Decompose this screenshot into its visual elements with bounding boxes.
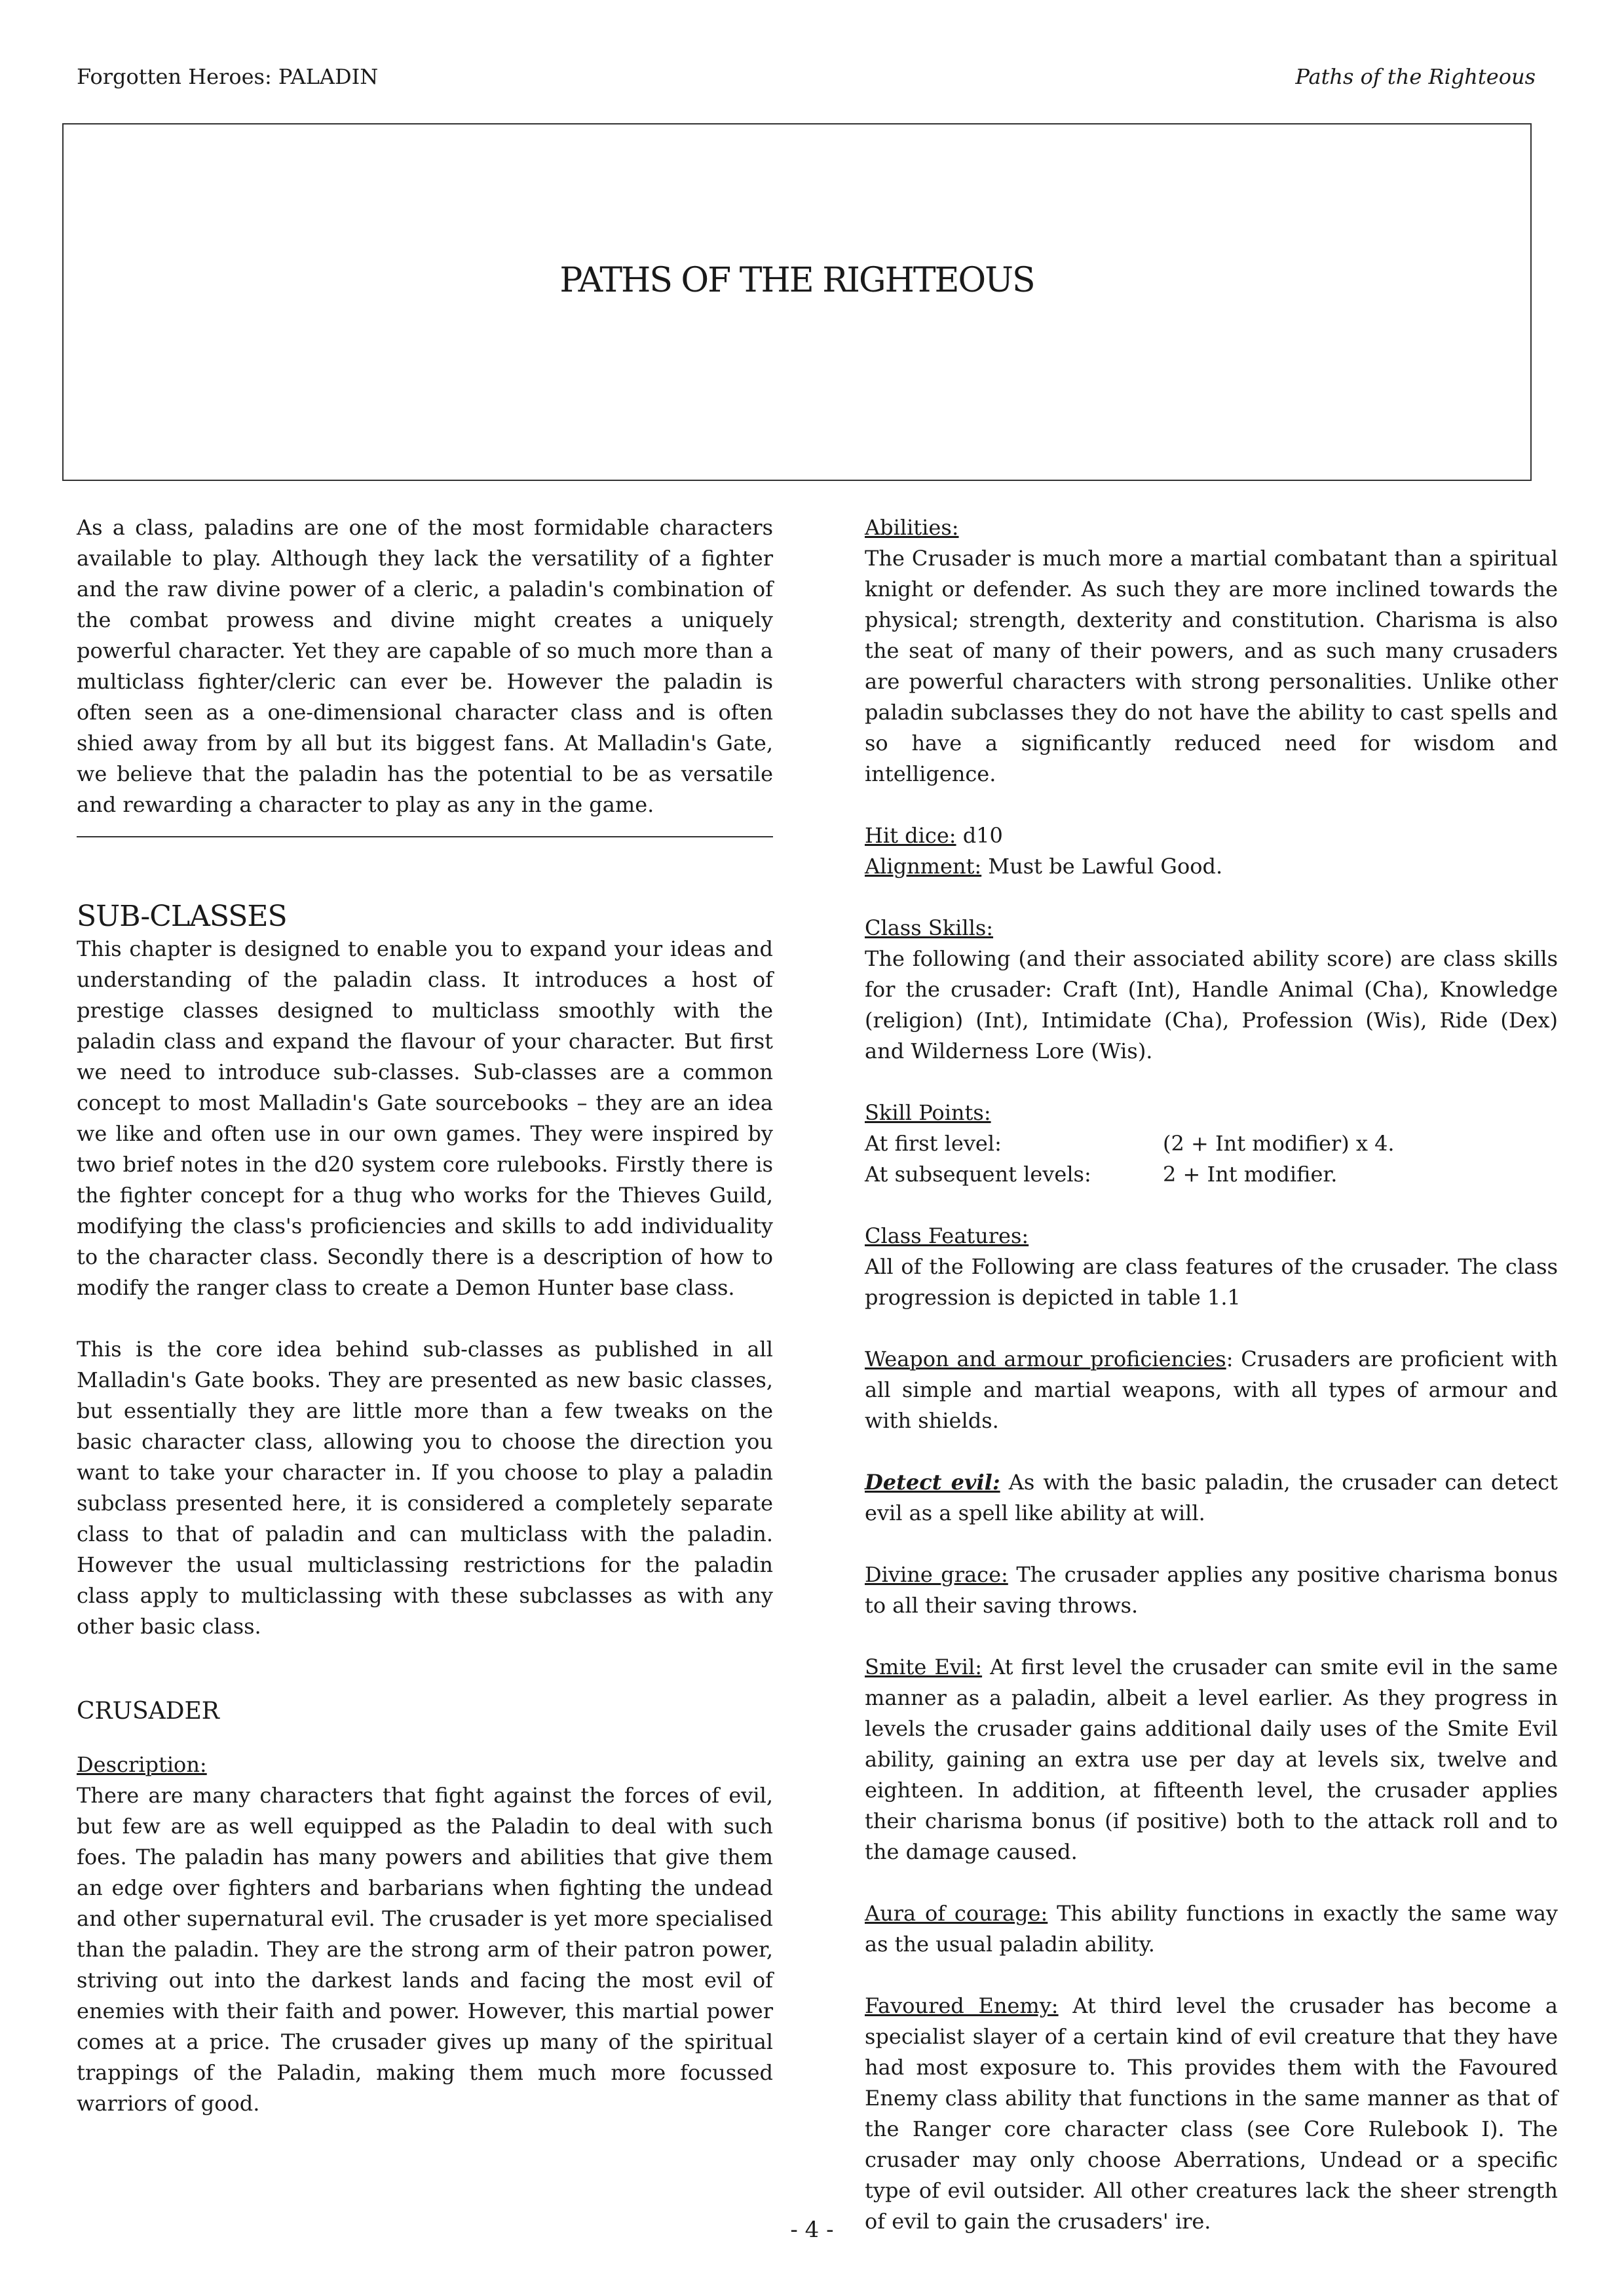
- alignment-value: Must be Lawful Good.: [988, 854, 1223, 879]
- detect-evil-label: Detect evil:: [865, 1470, 1000, 1495]
- skill-points-label: Skill Points:: [865, 1100, 991, 1125]
- crusader-heading: CRUSADER: [77, 1698, 219, 1725]
- header-chapter-title: Paths of the Righteous: [1295, 64, 1536, 89]
- subclasses-paragraph-2: This is the core idea behind sub-classes as published in all Malladin's Gate books. They are presented as new basic classes, but essentially they are little more than a few tweaks on the basic character class, allowing you to choose the direction you want to take your character in. If you choose to play a paladin subclass presented here, it is considered a completely separate class to that of paladin and can multiclass with the paladin. However the usual multiclassing restrictions for the paladin class apply to multiclassing with these subclasses as with any other basic class.: [77, 1337, 773, 1639]
- divine-grace-label: Divine grace:: [865, 1562, 1008, 1587]
- skill-points-value: 2 + Int modifier.: [1163, 1162, 1338, 1187]
- alignment-label: Alignment:: [865, 854, 982, 879]
- subclasses-paragraph-1: This chapter is designed to enable you to expand your ideas and understanding of the paladin class. It introduces a host of prestige classes designed to multiclass smoothly with the paladin class and expand the flavour of your character. But first we need to introduce sub-classes. Sub-classes are a common concept to most Malladin's Gate sourcebooks – they are an idea we like and often use in our own games. They were inspired by two brief notes in the d20 system core rulebooks. Firstly there is the fighter concept for a thug who works for the Thieves Guild, modifying the class's proficiencies and skills to add individuality to the character class. Secondly there is a description of how to modify the ranger class to create a Demon Hunter base class.: [77, 936, 773, 1300]
- smite-evil-text: At first level the crusader can smite evil in the same manner as a paladin, albeit a level earlier. As they progress in levels the crusader gains additional daily uses of the Smite Evil ability, gaining an extra use per day at levels six, twelve and eighteen. In addition, at fifteenth level, the crusader applies their charisma bonus (if positive) both to the attack roll and to the damage caused.: [865, 1655, 1558, 1864]
- detect-evil-text: As with the basic paladin, the crusader can detect evil as a spell like ability at will.: [865, 1470, 1558, 1525]
- skill-points-value: (2 + Int modifier) x 4.: [1163, 1131, 1395, 1156]
- skill-points-key: At subsequent levels:: [865, 1162, 1091, 1187]
- hit-dice-label: Hit dice:: [865, 823, 956, 848]
- left-column: [77, 512, 773, 2119]
- abilities-text: The Crusader is much more a martial combatant than a spiritual knight or defender. As such they are more inclined towards the physical; strength, dexterity and constitution. Charisma is also the seat of many of their powers, and as such many crusaders are powerful characters with strong personalities. Unlike other paladin subclasses they do not have the ability to cast spells and so have a significantly reduced need for wisdom and intelligence.: [865, 546, 1558, 786]
- smite-evil-label: Smite Evil:: [865, 1655, 983, 1679]
- smite-evil-paragraph: [865, 1652, 1558, 1867]
- aura-of-courage-text: This ability functions in exactly the same way as the usual paladin ability.: [865, 1901, 1558, 1957]
- subclasses-heading: SUB-CLASSES: [77, 900, 287, 933]
- skill-points-row: [865, 1128, 1558, 1159]
- hit-dice-value: d10: [962, 823, 1003, 848]
- aura-of-courage-paragraph: [865, 1898, 1558, 1960]
- class-features-text: All of the Following are class features of the crusader. The class progression is depicted in table 1.1: [865, 1254, 1558, 1310]
- chapter-title-box: [62, 123, 1532, 481]
- favoured-enemy-label: Favoured Enemy:: [865, 1993, 1059, 2018]
- skill-points-row: [865, 1159, 1558, 1190]
- description-label: Description:: [77, 1752, 207, 1777]
- page-number: - 4 -: [790, 2217, 834, 2243]
- aura-of-courage-label: Aura of courage:: [865, 1901, 1048, 1926]
- intro-paragraph: As a class, paladins are one of the most formidable characters available to play. Although they lack the versatility of a fighter and the raw divine power of a cleric, a paladin's combination of the combat prowess and divine might creates a uniquely powerful character. Yet they are capable of so much more than a multiclass fighter/cleric can ever be. However the paladin is often seen as a one-dimensional character class and is often shied away from by all but its biggest fans. At Malladin's Gate, we believe that the paladin has the potential to be as versatile and rewarding a character to play as any in the game.: [77, 515, 773, 817]
- favoured-enemy-paragraph: [865, 1991, 1558, 2237]
- detect-evil-paragraph: [865, 1467, 1558, 1529]
- divine-grace-paragraph: [865, 1559, 1558, 1621]
- favoured-enemy-text: At third level the crusader has become a specialist slayer of a certain kind of evil creature that they have had most exposure to. This provides them with the Favoured Enemy class ability that functions in the same manner as that of the Ranger core character class (see Core Rulebook I). The crusader may only choose Aberrations, Undead or a specific type of evil outsider. All other creatures lack the sheer strength of evil to gain the crusaders' ire.: [865, 1993, 1558, 2234]
- header-book-title: Forgotten Heroes: PALADIN: [77, 64, 379, 89]
- chapter-title: PATHS OF THE RIGHTEOUS: [559, 261, 1034, 300]
- divine-grace-text: The crusader applies any positive charisma bonus to all their saving throws.: [865, 1562, 1558, 1618]
- weapon-proficiencies-label: Weapon and armour proficiencies: [865, 1347, 1226, 1371]
- class-skills-text: The following (and their associated ability score) are class skills for the crusader: Craft (Int), Handle Animal (Cha), Knowledge (religion) (Int), Intimidate (Cha), Profession (Wis), Ride (Dex) and Wilderness Lore (Wis).: [865, 946, 1558, 1063]
- right-column: [865, 512, 1558, 2237]
- weapon-proficiencies-text: : Crusaders are proficient with all simple and martial weapons, with all types of armour and with shields.: [865, 1347, 1558, 1433]
- skill-points-key: At first level:: [865, 1131, 1002, 1156]
- weapon-proficiencies-paragraph: [865, 1344, 1558, 1436]
- class-skills-label: Class Skills:: [865, 915, 994, 940]
- description-text: There are many characters that fight against the forces of evil, but few are as well equipped as the Paladin to deal with such foes. The paladin has many powers and abilities that give them an edge over fighters and barbarians when fighting the undead and other supernatural evil. The crusader is yet more specialised than the paladin. They are the strong arm of their patron power, striving out into the darkest lands and facing the most evil of enemies with their faith and power. However, this martial power comes at a price. The crusader gives up many of the spiritual trappings of the Paladin, making them much more focussed warriors of good.: [77, 1783, 773, 2116]
- class-features-label: Class Features:: [865, 1223, 1029, 1248]
- abilities-label: Abilities:: [865, 515, 959, 540]
